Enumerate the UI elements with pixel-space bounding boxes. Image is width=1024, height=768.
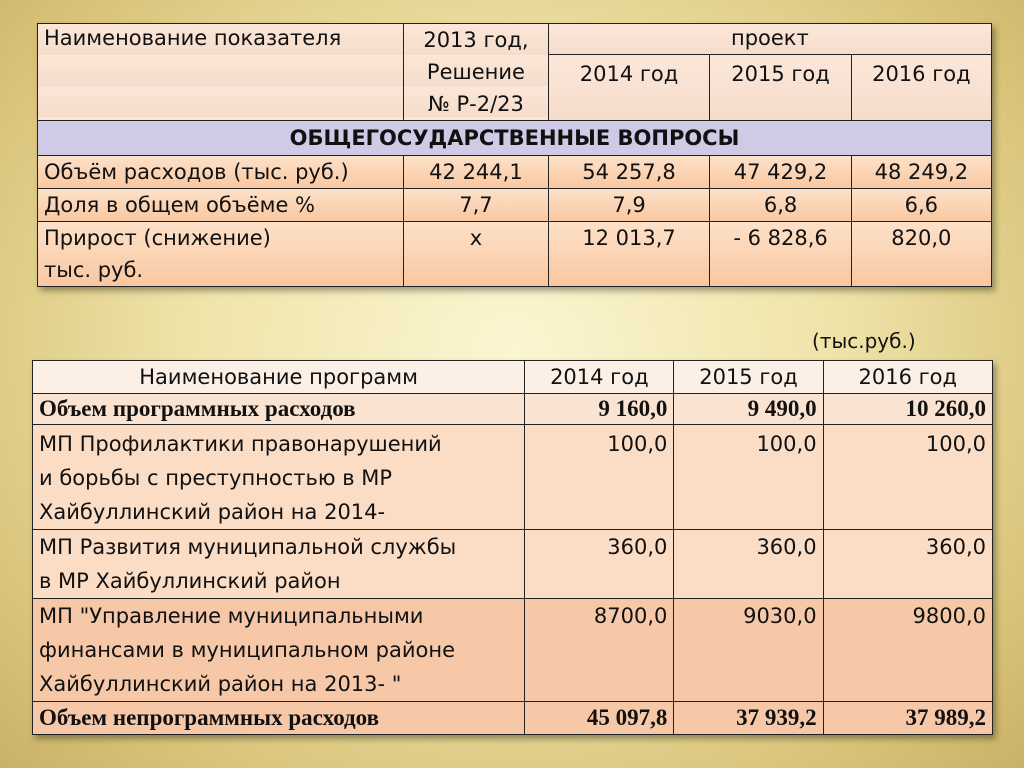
program-name-line: МП Профилактики правонарушений — [39, 432, 442, 456]
section-row — [38, 121, 992, 156]
program-name — [33, 425, 525, 530]
table-row — [38, 222, 992, 287]
program-name — [33, 530, 525, 599]
program-value: 360,0 — [674, 530, 823, 599]
program-value: 9800,0 — [823, 599, 992, 702]
indicators-table — [37, 23, 992, 287]
unit-note: (тыс.руб.) — [812, 329, 916, 353]
row-value: х — [404, 222, 549, 287]
row-value: 42 244,1 — [404, 156, 549, 189]
header-2013 — [404, 24, 549, 121]
program-name-line: Хайбуллинский район на 2014- — [39, 500, 386, 524]
header-2015: 2015 год — [674, 361, 823, 394]
header-indicator-name-text: Наименование показателя — [44, 26, 342, 50]
header-2016: 2016 год — [851, 55, 991, 121]
program-total-value: 9 160,0 — [525, 394, 674, 425]
row-value: 6,6 — [851, 189, 991, 222]
program-name-line: финансами в муниципальном районе — [39, 638, 455, 662]
row-name-line1: Прирост (снижение) — [44, 226, 271, 250]
header-program-name: Наименование программ — [33, 361, 525, 394]
header-2013-line3: № Р-2/23 — [427, 92, 524, 116]
nonprogram-total-value: 45 097,8 — [525, 702, 674, 735]
table2-header-row — [33, 361, 993, 394]
row-name — [38, 222, 404, 287]
row-value: 7,7 — [404, 189, 549, 222]
program-value: 100,0 — [525, 425, 674, 530]
program-total-value: 10 260,0 — [823, 394, 992, 425]
header-2015: 2015 год — [710, 55, 851, 121]
program-name-line: МП Развития муниципальной службы — [39, 535, 457, 559]
program-total-value: 9 490,0 — [674, 394, 823, 425]
row-name: Доля в общем объёме % — [38, 189, 404, 222]
row-value: 12 013,7 — [548, 222, 710, 287]
row-value: 54 257,8 — [548, 156, 710, 189]
program-total-label: Объем программных расходов — [33, 394, 525, 425]
row-value: 7,9 — [548, 189, 710, 222]
row-value: 48 249,2 — [851, 156, 991, 189]
section-title: ОБЩЕГОСУДАРСТВЕННЫЕ ВОПРОСЫ — [38, 121, 992, 156]
program-value: 9030,0 — [674, 599, 823, 702]
header-indicator-name — [38, 24, 404, 121]
row-name-line2: тыс. руб. — [44, 258, 144, 282]
table-row — [38, 189, 992, 222]
row-name: Объём расходов (тыс. руб.) — [38, 156, 404, 189]
program-value: 8700,0 — [525, 599, 674, 702]
program-name — [33, 599, 525, 702]
header-2014: 2014 год — [525, 361, 674, 394]
programs-table — [32, 360, 993, 735]
row-value: 6,8 — [710, 189, 851, 222]
nonprogram-total-row — [33, 702, 993, 735]
table-row — [33, 599, 993, 702]
nonprogram-total-value: 37 939,2 — [674, 702, 823, 735]
program-name-line: Хайбуллинский район на 2013- " — [39, 672, 402, 696]
row-value: 47 429,2 — [710, 156, 851, 189]
row-value: 820,0 — [851, 222, 991, 287]
program-value: 360,0 — [525, 530, 674, 599]
header-2013-line2: Решение — [426, 60, 525, 84]
header-2016: 2016 год — [823, 361, 992, 394]
program-value: 100,0 — [674, 425, 823, 530]
program-total-row — [33, 394, 993, 425]
table-row — [38, 156, 992, 189]
program-name-line: и борьбы с преступностью в МР — [39, 466, 393, 490]
table-row — [33, 425, 993, 530]
nonprogram-total-label: Объем непрограммных расходов — [33, 702, 525, 735]
header-2014: 2014 год — [548, 55, 710, 121]
header-2013-line1: 2013 год, — [423, 28, 529, 52]
row-value: - 6 828,6 — [710, 222, 851, 287]
program-name-line: МП "Управление муниципальными — [39, 604, 424, 628]
nonprogram-total-value: 37 989,2 — [823, 702, 992, 735]
program-value: 100,0 — [823, 425, 992, 530]
program-value: 360,0 — [823, 530, 992, 599]
table-row — [33, 530, 993, 599]
program-name-line: в МР Хайбуллинский район — [39, 569, 341, 593]
header-project: проект — [548, 24, 991, 55]
table1-header-row — [38, 24, 992, 55]
